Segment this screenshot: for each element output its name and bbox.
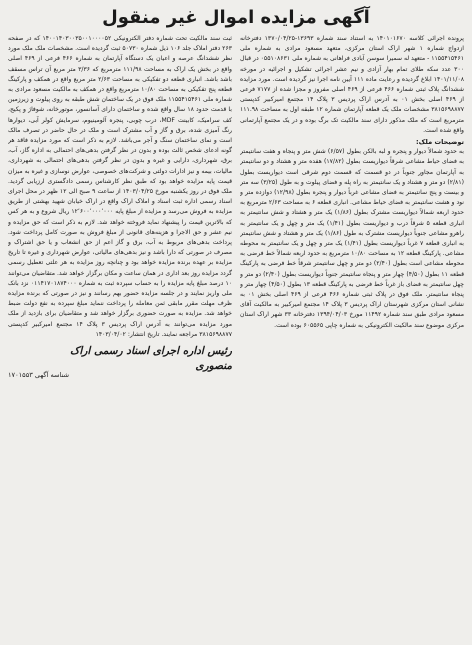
right-column: [240, 34, 464, 634]
auction-terms-text: ثبت سند مالکیت تحت شماره دفتر الکترونیکی ۱۴۰۰۱۴۰۳۰۰۳۵۰۰۱۰۰۰۰۵۲ که در صفحه ۲۶۳ دفتر املاک جلد ۱۰۶ ذیل شماره ۵۰۷۳۰ ثبت گردیده است. مشخصات ملک ملک مورد نظر ششدانگ عرصه و اعیان یک دستگاه آپارتمان به شماره ۴۶۶ فرعی از ۴۶۹ اصلی واقع در بخش یک اراک به مساحت ۱۱۱/۹۸ مترمربع که ۳/۳۶ متر مربع آن تراس مسقف باشد باشد. انباری قطعه دو تفکیکی به مساحت ۲/۶۳ متر مربع واقع در همکف و پارکینگ قطعه پنج تفکیکی به مساحت ۱۰/۸۰ مترمربع واقع در همکف به مالکیت مسعود مرادی به شماره ملی ۱۱۵۵۴۱۵۴۶۱ ملک فوق در یک ساختمان شش طبقه به روی پیلوت و زیرزمین با قدمت حدود ۱۸ سال واقع شده و ساختمان دارای آسانسور، موتورخانه، شوفاژ و پکیج، کف سرامیک، کابینت MDF، درب چوبی، پنجره آلومینیوم، سرمایش کولر آبی، دیوارها رنگ آمیزی شده، برق و گاز و آب مشترک است و ملک در حال حاضر در تصرف مالک است و نمای ساختمان سنگ و آجر می‌باشد. لازم به ذکر است که مورد مزایده فاقد هر گونه ادعای شخص ثالث بوده و بدون در نظر گرفتن بدهی‌های احتمالی به اداره گاز، آب، برق، شهرداری، دارایی و غیره و بدون در نظر گرفتن بدهی‌های احتمالی به شهرداری، مالیات، بیمه و نیز ادارات دولتی و شرکت‌های خصوصی، عوارض نوسازی و غیره به میزان قیمت پایه مزایده خواهد بود که طبق نظر کارشناس رسمی دادگستری ارزیابی گردید. ملک فوق در روز یکشنبه مورخ ۱۴۰۳/۰۴/۲۵ از ساعت ۹ صبح الی ۱۲ ظهر در محل اجرای اسناد رسمی اداره ثبت اسناد و املاک اراک واقع در اراک خیابان شهید بهشتی از طریق مزایده به فروش می‌رسد و مزایده از مبلغ پایه ۱۲٬۶۰۰٬۰۰۰٬۰۰۰ ریال شروع و به هر کس که بالاترین قیمت را پیشنهاد نماید فروخته خواهد شد. لازم به ذکر است که حق مزایده و نیم عشر و حق الاجرا و هزینه‌های قانونی از مبلغ فروش به صورت کامل پرداخت شود. پرداخت بدهی‌های مربوط به آب، برق و گاز اعم از حق انشعاب و یا حق اشتراک و مصرف در صورتی که دارا باشد و نیز بدهی‌های مالیاتی، عوارض شهرداری و غیره تا تاریخ مزایده بر عهده برنده مزایده خواهد بود و چنانچه روز مزایده به هر علتی تعطیل رسمی گردد مزایده روز بعد اداری در همان ساعت و مکان برگزار خواهد شد. متقاضیان می‌توانند ۱۰ درصد مبلغ پایه مزایده را به حساب سپرده ثبت به شماره ۰۱۱۴۱۷۰۱۸۷۴۰۰۰ نزد بانک ملی واریز نمایند و در جلسه مزایده حضور بهم رسانند و نیز در صورتی که برنده مزایده ظرف مهلت مقرر مابقی ثمن معامله را پرداخت ننماید مبلغ سپرده به نفع دولت ضبط خواهد شد. مزایده به صورت حضوری برگزار خواهد شد و متقاضیان برای بازدید از ملک مورد مزایده می‌توانند به آدرس اراک پردیس ۳ پلاک ۱۴ مجتمع امیرکبیر کدپستی ۳۸۱۵۶۹۸۸۷۷ مراجعه نمایند. تاریخ انتشار: ۱۴۰۳/۰۴/۰۲: [8, 35, 232, 338]
notice-title: آگهی مزایده اموال غیر منقول: [102, 7, 370, 28]
ad-id-label: شناسه آگهی ۱۷۰۱۵۵۳: [8, 371, 70, 380]
signatory-name: منصوری: [195, 360, 232, 373]
left-column: [8, 34, 232, 634]
property-description-heading: توضیحات ملک:: [416, 138, 464, 147]
case-intro-text: پرونده اجرائی کلاسه ۱۴۰۱۰۱۶۷۰ به استناد سند شماره ۱۳۶۹۳-۱۳۷۰/۰۴/۲۵ دفترخانه ازدواج شماره ۱ شهر اراک استان مرکزی، متعهد مسعود مرادی به شماره ملی ۱۱۵۵۴۱۵۴۶۱ - متعهد له سمیرا سوسن آبادی فراهانی به شماره ملی ۰۵۵۱۰۸۶۳۱ در قبال ۳۰۰ عدد سکه طلای تمام بهار آزادی و نیم عشر اجرائی تشکیل و اجرائیه در مورخه ۱۴۰۱/۱۱/۰۸ ابلاغ گردیده و رعایت ماده ۱۱۱ آیین نامه اجرا نیز گردیده است. مورد مزایده ششدانگ پلاک ثبتی شماره ۴۶۶ فرعی از ۴۶۹ اصلی مفروز و مجزا شده از ۷۱۷۷ فرعی از ۴۶۹ اصلی بخش ۰۱ به آدرس اراک پردیس ۳ پلاک ۱۴ مجتمع امیرکبیر کدپستی ۳۸۱۵۶۹۸۸۷۷ مشخصات ملک یک قطعه آپارتمان شماره ۱۲ طبقه اول به مساحت ۱۱۱.۹۸ مترمربع است که ملک مذکور دارای سند مالکیت تک برگ بوده و در یک مجتمع آپارتمانی واقع شده است.: [240, 35, 464, 134]
property-description-text: به حدود شمالاً دیوار و پنجره و لبه بالکن بطول (۶/۵۷) شش متر و پنجاه و هفت سانتیمتر به فضای حیاط مشاعی شرقاً دیواریست بطول (۱۷/۸۲) هفده متر و هشتاد و دو سانتیمتر به آپارتمان مجاور جنوباً در دو قسمت که قسمت دوم شرقی است دیواریست بطول (۲/۸۱) دو متر و هشتاد و یک سانتیمتر به راه پله و فضای پیلوت و به طول (۳/۲۵) سه متر و بیست و پنج سانتیمتر به فضای مشاعی غرباً دیوار و پنجره بطول (۱۲/۹۸) دوازده متر و نود و هشت سانتیمتر به فضای حیاط مشاعی. انباری قطعه ۶ به مساحت ۲/۶۳ مترمربع به حدود اربعه شمالاً دیواریست مشترک بطول (۱/۸۶) یک متر و هشتاد و شش سانتیمتر به انباری قطعه ۵ شرقاً درب و دیواریست بطول (۱/۴۱) یک متر و چهل و یک سانتیمتر به راهرو مشاعی جنوباً دیواریست مشترک به طول (۱/۸۶) یک متر و هشتاد و شش سانتیمتر به انباری قطعه ۷ غرباً دیواریست بطول (۱/۴۱) یک متر و چهل و یک سانتیمتر به محوطه مشاعی. پارکینگ قطعه ۱۲ به مساحت ۱۰/۸۰ مترمربع به حدود اربعه شمالاً خط فرضی به محوطه مشاعی است بطول (۲/۴۰) دو متر و چهل سانتیمتر شرقاً خط فرضی به پارکینگ قطعه ۱۱ بطول (۴/۵۰) چهار متر و پنجاه سانتیمتر جنوباً دیواریست بطول (۲/۴۰) دو متر و چهل سانتیمتر به فضای باز غرباً خط فرضی به پارکینگ قطعه ۱۳ بطول (۴/۵۰) چهار متر و پنجاه سانتیمتر. ملک فوق در پلاک ثبتی شماره ۴۶۶ فرعی از ۴۶۹ اصلی بخش ۰۱ به نشانی استان مرکزی شهرستان اراک پردیس ۳ پلاک ۱۴ مجتمع امیرکبیر به مالکیت آقای مسعود مرادی طبق سند شماره ۱۱۴۹۲ مورخ ۱۳۹۴/۰۴/۰۳ دفترخانه ۳۳ شهر اراک استان مرکزی موضوع سند مالکیت الکترونیکی به شماره چاپی ۶۰۵۵۶۵ بوده است.: [240, 148, 464, 329]
notice-columns: [8, 34, 464, 634]
signatory-title: رئیس اداره اجرای اسناد رسمی اراک: [70, 345, 232, 358]
signature-block: [8, 344, 232, 381]
